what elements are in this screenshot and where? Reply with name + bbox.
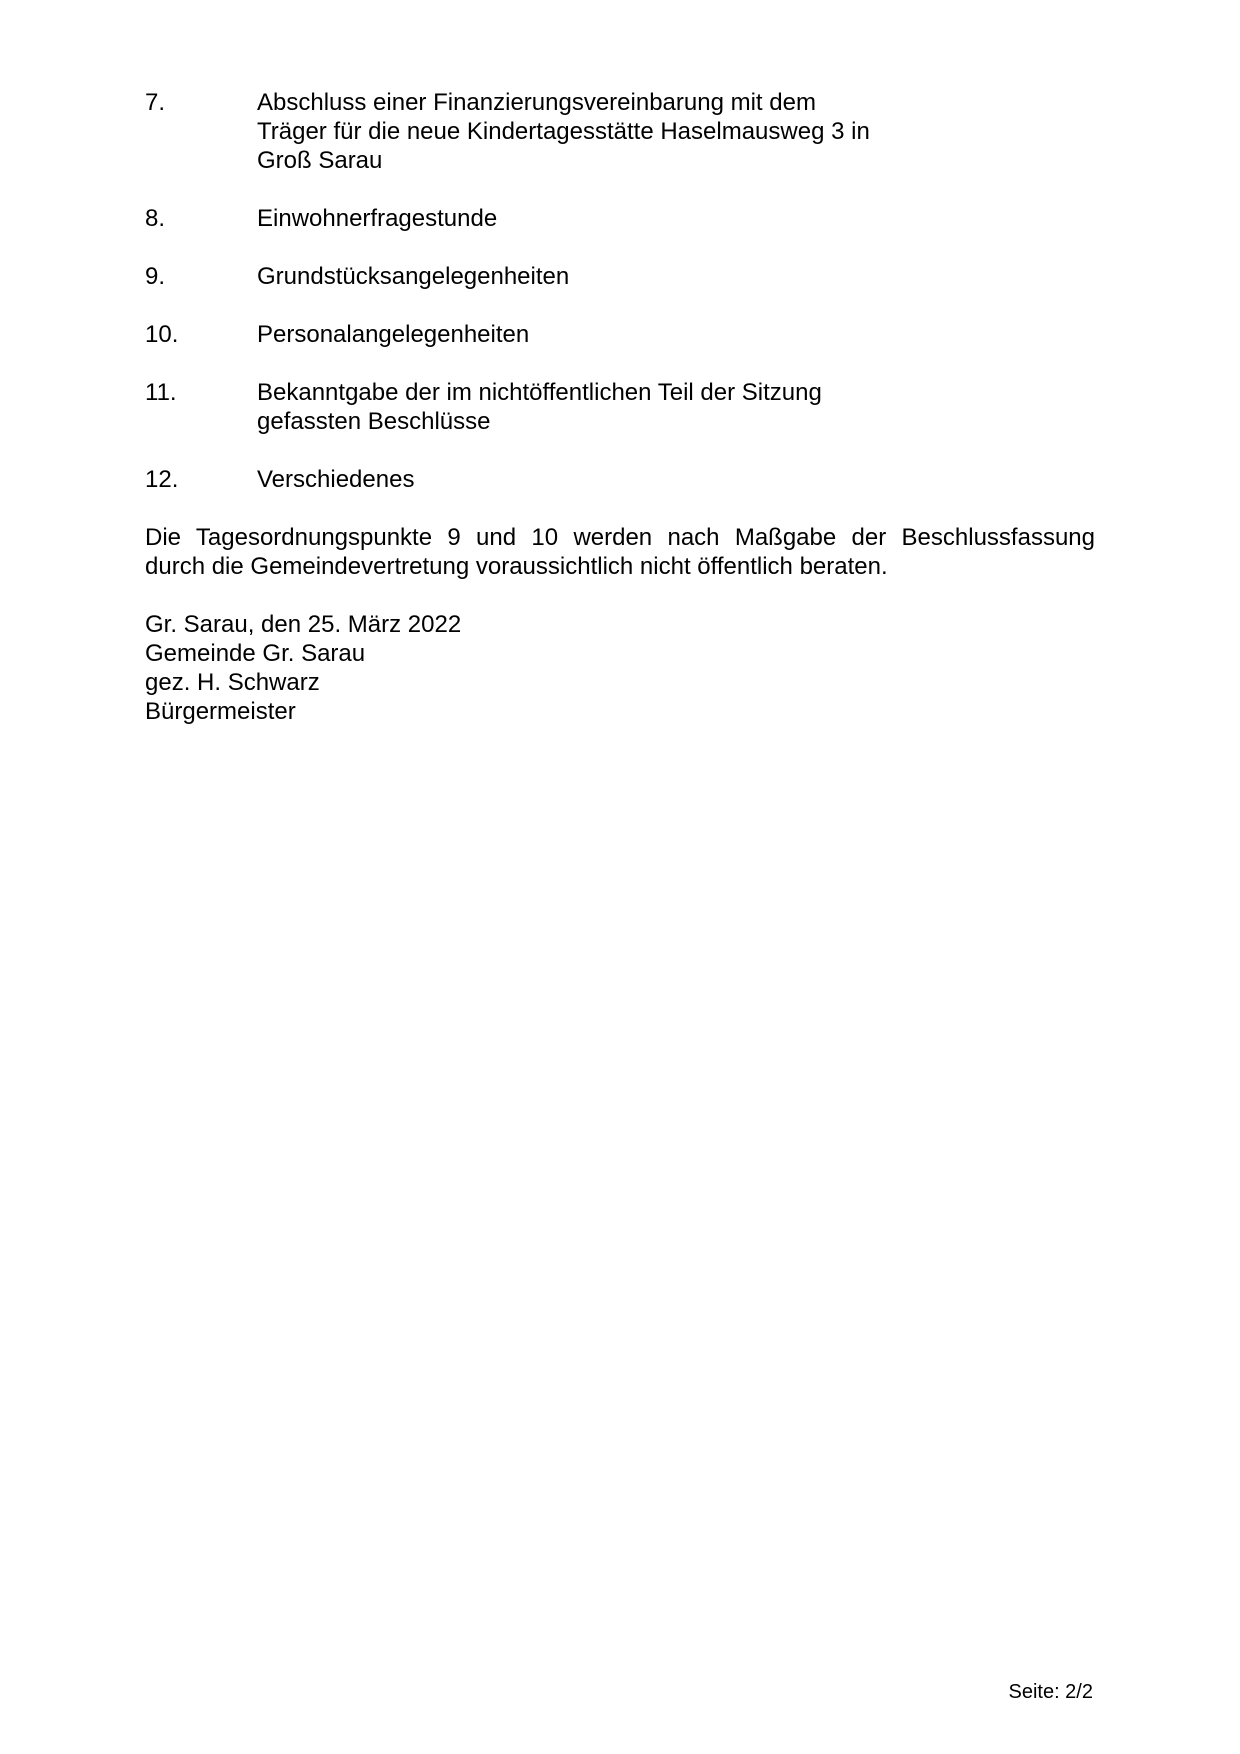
- note-line-1: Die Tagesordnungspunkte 9 und 10 werden nach Maßgabe der Beschlussfassung: [145, 524, 1095, 551]
- agenda-item-line: Bekanntgabe der im nichtöffentlichen Teil der Sitzung: [257, 379, 822, 406]
- agenda-item-text: [257, 465, 1095, 494]
- agenda-item-text: [257, 378, 1095, 436]
- agenda-item-line: Träger für die neue Kindertagesstätte Haselmausweg 3 in: [257, 118, 870, 145]
- signature-signed-by: gez. H. Schwarz: [145, 669, 320, 696]
- agenda-item-8: [145, 204, 1095, 233]
- agenda-item-line: Groß Sarau: [257, 147, 383, 174]
- note-line-2: durch die Gemeindevertretung voraussichtlich nicht öffentlich beraten.: [145, 553, 888, 580]
- signature-role: Bürgermeister: [145, 698, 296, 725]
- agenda-list: [145, 88, 1095, 494]
- agenda-item-9: [145, 262, 1095, 291]
- agenda-item-text: [257, 204, 1095, 233]
- agenda-item-number: 9.: [145, 263, 166, 290]
- agenda-item-text: [257, 320, 1095, 349]
- signature-place-date: Gr. Sarau, den 25. März 2022: [145, 611, 462, 638]
- signature-block: [145, 610, 1095, 726]
- agenda-item-10: [145, 320, 1095, 349]
- non-public-note: [145, 523, 1095, 581]
- page-number-label: Seite: 2/2: [1008, 1681, 1093, 1703]
- agenda-item-line: Verschiedenes: [257, 466, 415, 493]
- agenda-item-7: [145, 88, 1095, 175]
- agenda-item-11: [145, 378, 1095, 436]
- agenda-item-text: [257, 88, 1095, 175]
- agenda-item-line: Abschluss einer Finanzierungsvereinbarung mit dem: [257, 89, 816, 116]
- agenda-item-line: gefassten Beschlüsse: [257, 408, 491, 435]
- agenda-item-line: Personalangelegenheiten: [257, 321, 530, 348]
- document-content: [145, 88, 1095, 726]
- agenda-item-line: Grundstücksangelegenheiten: [257, 263, 570, 290]
- signature-municipality: Gemeinde Gr. Sarau: [145, 640, 366, 667]
- agenda-item-text: [257, 262, 1095, 291]
- agenda-item-number: 10.: [145, 321, 179, 348]
- agenda-item-12: [145, 465, 1095, 494]
- agenda-item-line: Einwohnerfragestunde: [257, 205, 498, 232]
- agenda-item-number: 8.: [145, 205, 166, 232]
- agenda-item-number: 12.: [145, 466, 179, 493]
- agenda-item-number: 7.: [145, 89, 166, 116]
- agenda-item-number: 11.: [145, 379, 177, 406]
